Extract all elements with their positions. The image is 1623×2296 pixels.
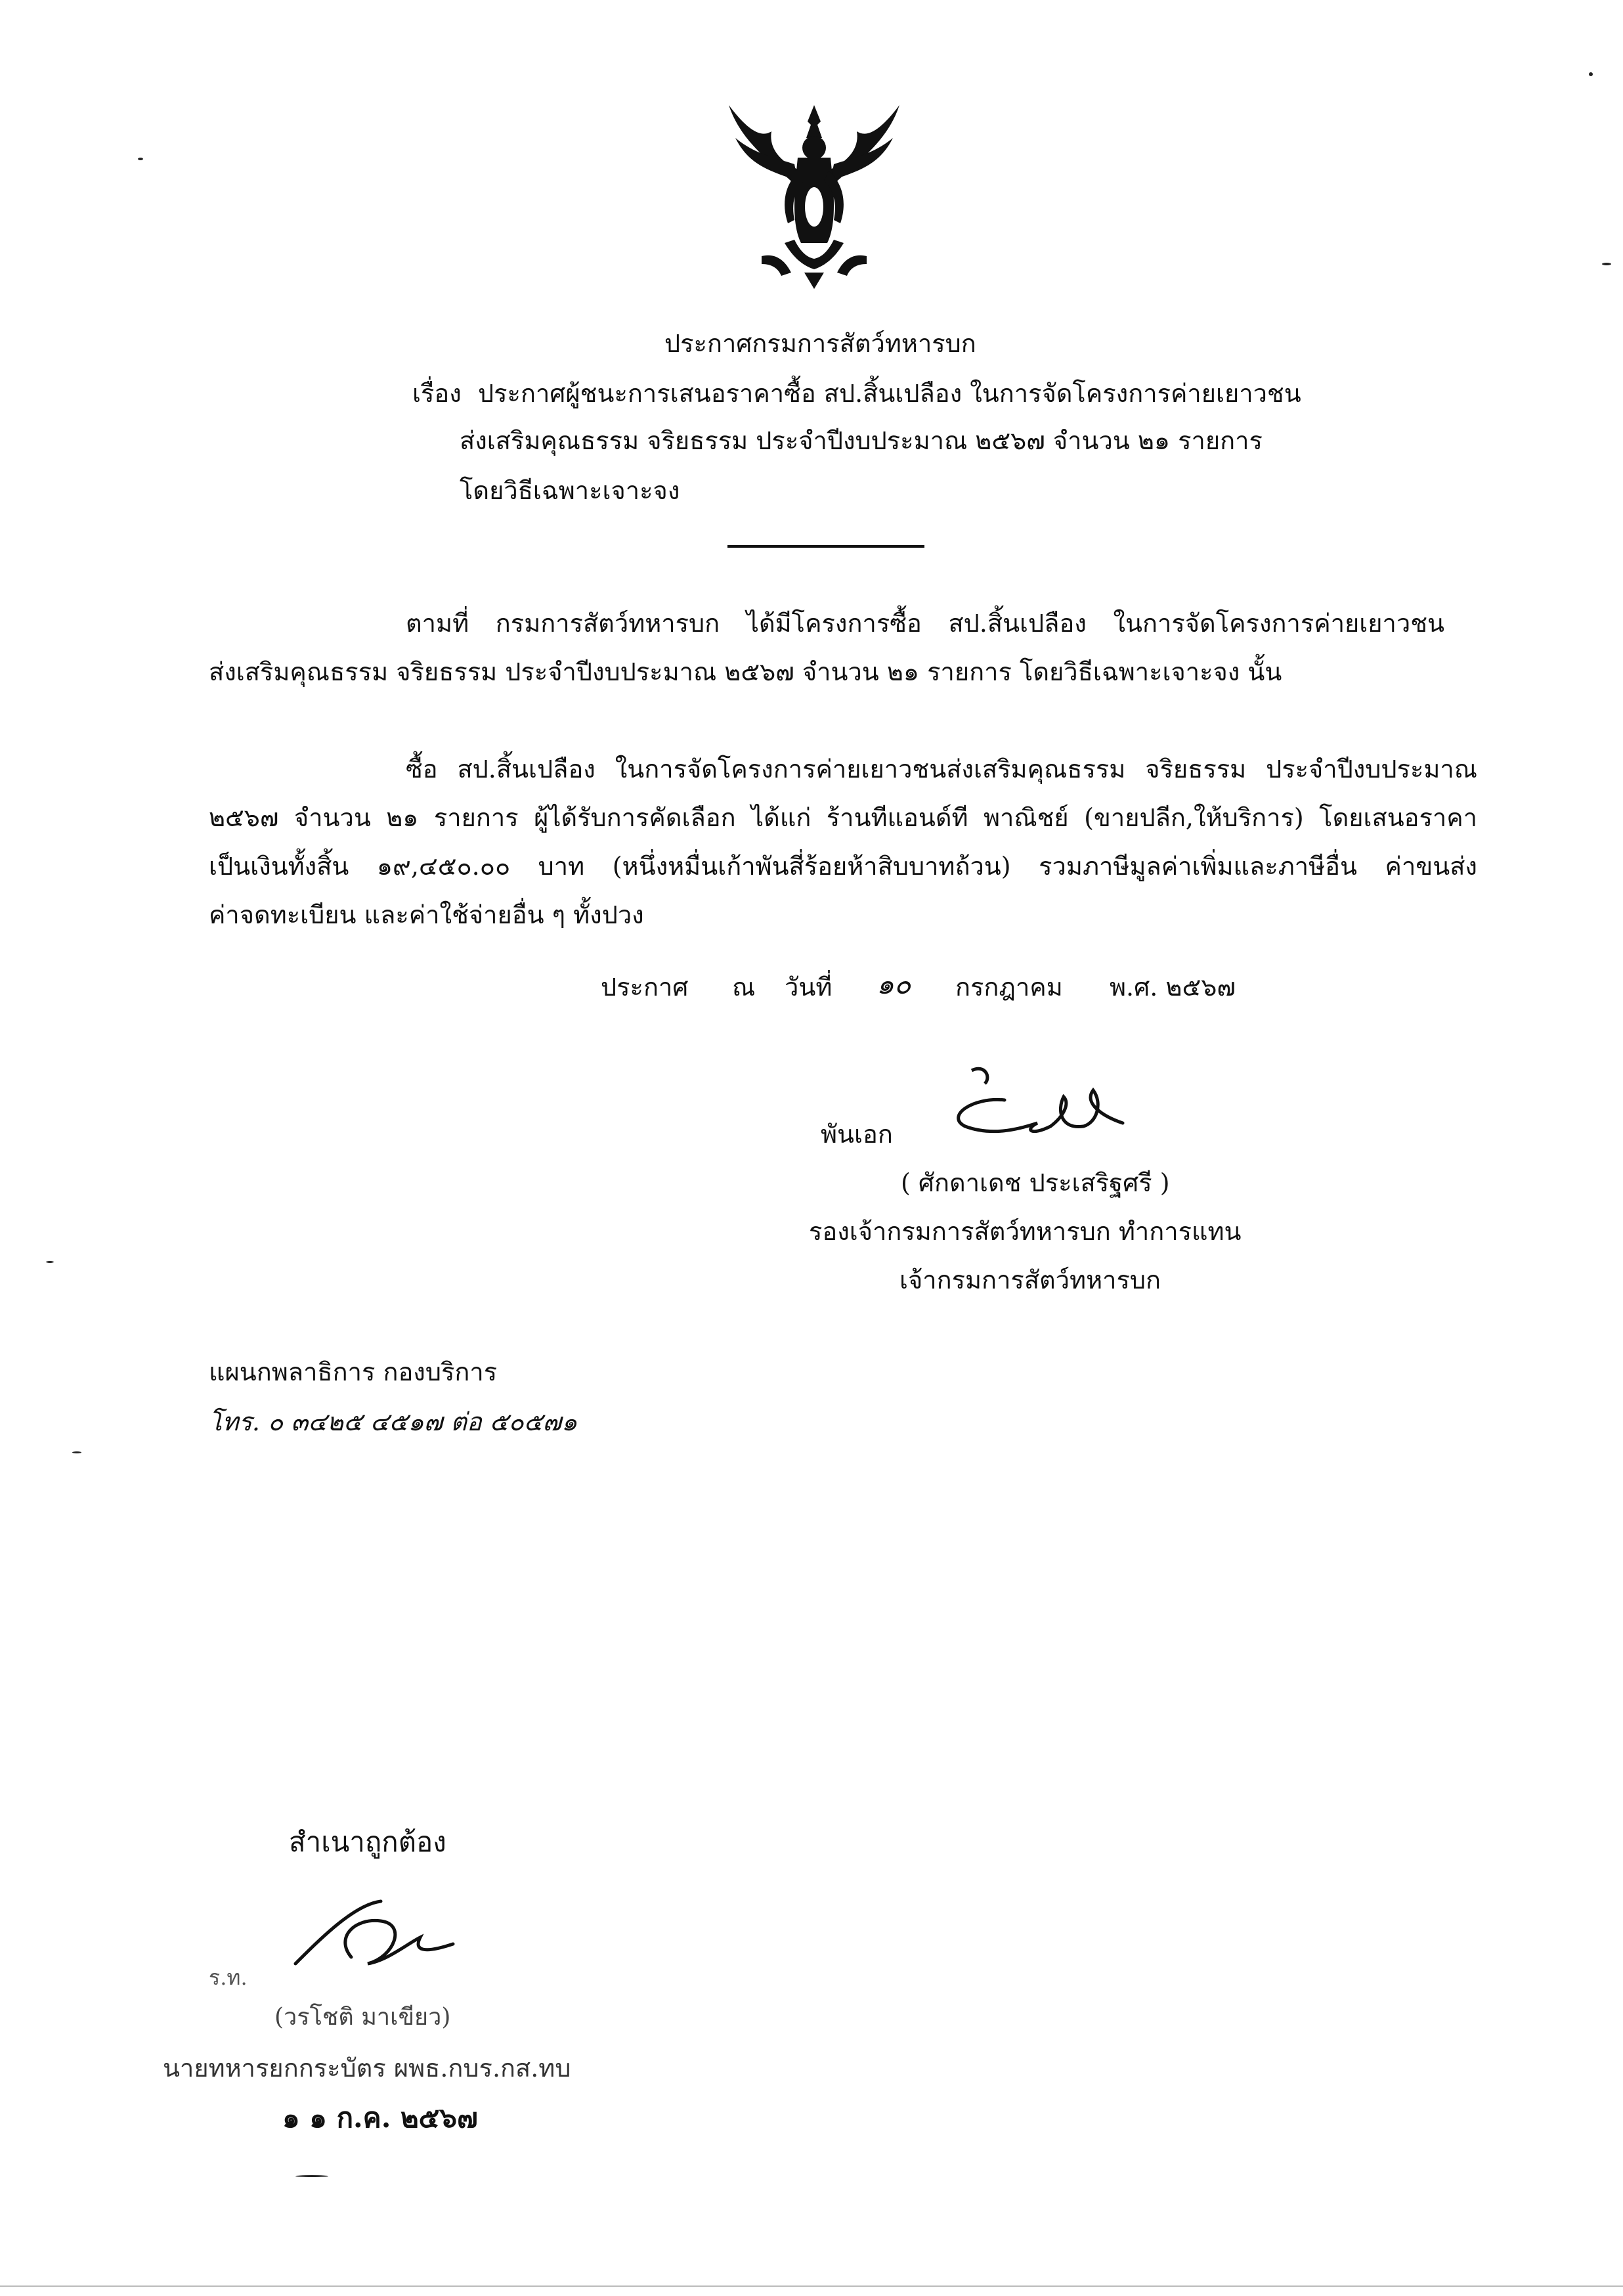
paragraph-2-line-4: ค่าจดทะเบียน และค่าใช้จ่ายอื่น ๆ ทั้งปวง	[209, 900, 644, 929]
certified-copy-label: สำเนาถูกต้อง	[289, 1826, 446, 1858]
header-divider	[727, 545, 924, 548]
date-month: กรกฎาคม	[955, 973, 1063, 1002]
subject-line-3: โดยวิธีเฉพาะเจาะจง	[460, 476, 680, 505]
scan-speck	[138, 158, 143, 160]
date-at: ณ	[732, 973, 756, 1002]
paragraph-1-line-2: ส่งเสริมคุณธรรม จริยธรรม ประจำปีงบประมาณ ๒๕๖๗ จำนวน ๒๑ รายการ โดยวิธีเฉพาะเจาะจง นั้น	[209, 657, 1282, 686]
subject-label: เรื่อง	[412, 379, 462, 408]
certification-date-stamp: ๑ ๑ ก.ค. ๒๕๖๗	[282, 2102, 478, 2134]
scan-edge-line	[0, 2285, 1623, 2287]
scan-speck	[1602, 263, 1611, 265]
date-day: ๑๐	[876, 968, 911, 1000]
scan-speck	[72, 1451, 81, 1453]
date-day-label: วันที่	[785, 973, 833, 1002]
contact-phone: โทร. ๐ ๓๔๒๕ ๔๕๑๗ ต่อ ๕๐๕๗๑	[209, 1407, 578, 1436]
certifier-position: นายทหารยกกระบัตร ผพธ.กบร.กส.ทบ	[163, 2054, 571, 2083]
contact-department: แผนกพลาธิการ กองบริการ	[209, 1358, 498, 1386]
scan-speck	[1589, 72, 1593, 76]
garuda-emblem-icon	[722, 92, 906, 289]
signatory-position-1: รองเจ้ากรมการสัตว์ทหารบก ทำการแทน	[809, 1217, 1242, 1246]
signatory-signature	[945, 1064, 1142, 1149]
subject-line-1: ประกาศผู้ชนะการเสนอราคาซื้อ สป.สิ้นเปลือง ในการจัดโครงการค่ายเยาวชน	[478, 379, 1301, 408]
paragraph-2-line-3: เป็นเงินทั้งสิ้น ๑๙,๔๕๐.๐๐ บาท (หนึ่งหมื่นเก้าพันสี่ร้อยห้าสิบบาทถ้วน) รวมภาษีมูลค่าเพิ่มและภาษีอื่น ค่าขนส่ง	[209, 852, 1477, 881]
paragraph-2-line-1: ซื้อ สป.สิ้นเปลือง ในการจัดโครงการค่ายเยาวชนส่งเสริมคุณธรรม จริยธรรม ประจำปีงบประมาณ	[406, 755, 1477, 784]
certifier-signature	[282, 1891, 492, 1990]
document-title: ประกาศกรมการสัตว์ทหารบก	[664, 329, 976, 358]
certifier-rank: ร.ท.	[209, 1965, 248, 1990]
signatory-position-2: เจ้ากรมการสัตว์ทหารบก	[899, 1266, 1161, 1294]
paragraph-2-line-2: ๒๕๖๗ จำนวน ๒๑ รายการ ผู้ได้รับการคัดเลือก ได้แก่ ร้านทีแอนด์ที พาณิชย์ (ขายปลีก,ให้บริการ) โดยเสนอราคา	[209, 803, 1477, 832]
subject-line-2: ส่งเสริมคุณธรรม จริยธรรม ประจำปีงบประมาณ ๒๕๖๗ จำนวน ๒๑ รายการ	[460, 426, 1263, 455]
date-year: พ.ศ. ๒๕๖๗	[1110, 973, 1236, 1002]
date-prefix: ประกาศ	[601, 973, 689, 1002]
signatory-rank: พันเอก	[821, 1120, 893, 1149]
scan-speck	[46, 1261, 54, 1263]
scan-speck	[295, 2175, 328, 2177]
paragraph-1-line-1: ตามที่ กรมการสัตว์ทหารบก ได้มีโครงการซื้อ สป.สิ้นเปลือง ในการจัดโครงการค่ายเยาวชน	[406, 609, 1444, 638]
signatory-name: ( ศักดาเดช ประเสริฐศรี )	[901, 1168, 1170, 1197]
certifier-name: (วรโชติ มาเขียว)	[274, 2004, 451, 2031]
